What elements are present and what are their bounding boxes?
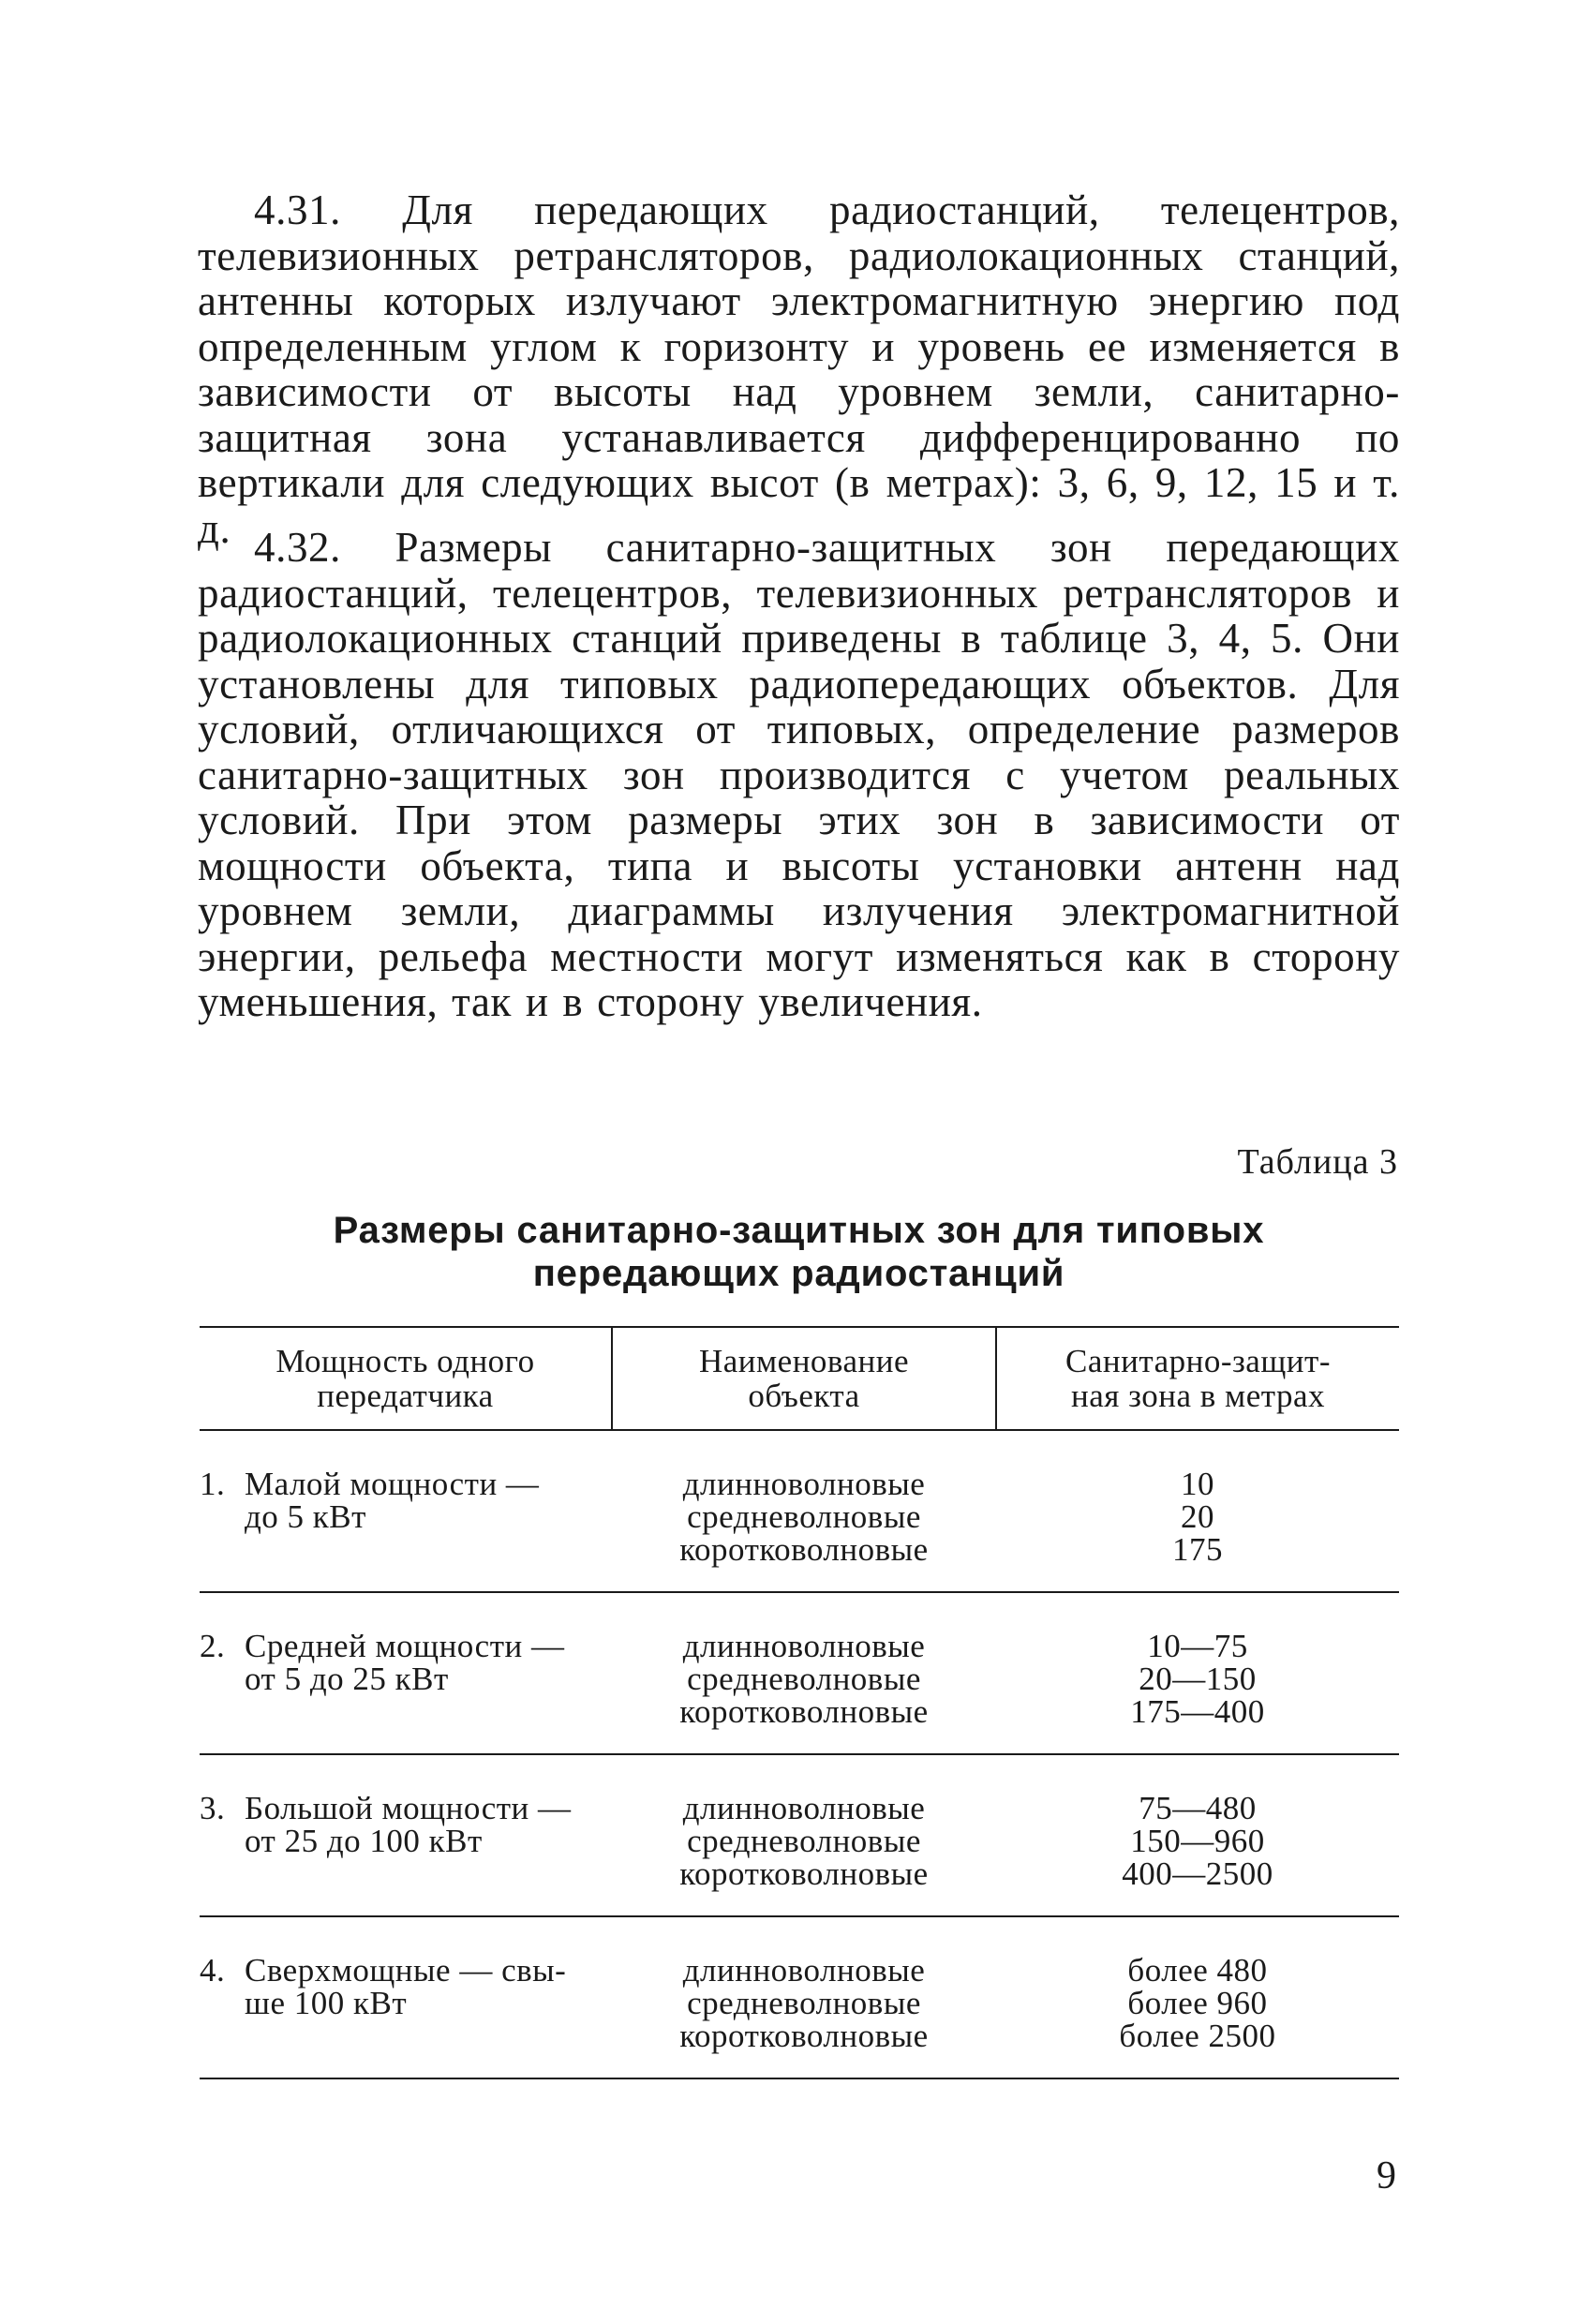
header-zone (996, 1327, 1399, 1430)
header-power-line-1: Мощность одного (275, 1343, 535, 1379)
power-cell (200, 1592, 612, 1754)
power-line-2: от 25 до 100 кВт (245, 1823, 483, 1859)
header-zone-line-2: ная зона в метрах (1071, 1378, 1325, 1414)
row-number: 4. (200, 1952, 226, 1989)
row-number: 1. (200, 1466, 226, 1502)
row-number: 2. (200, 1628, 226, 1664)
object-long-wave: длинноволновые (682, 1466, 926, 1502)
row-number: 3. (200, 1790, 226, 1826)
table-row (200, 1754, 1399, 1916)
object-long-wave: длинноволновые (682, 1790, 926, 1826)
object-cell (612, 1916, 996, 2078)
header-power (200, 1327, 612, 1430)
table-row (200, 1916, 1399, 2078)
header-object (612, 1327, 996, 1430)
table-header-row (200, 1327, 1399, 1430)
zone-short-wave: более 2500 (1119, 2018, 1276, 2054)
sanitary-zone-table (200, 1326, 1399, 2079)
power-line-1: Большой мощности — (245, 1790, 572, 1826)
power-cell (200, 1916, 612, 2078)
zone-long-wave: 75—480 (1139, 1790, 1257, 1826)
power-line-1: Малой мощности — (245, 1466, 540, 1502)
paragraph-4-31: 4.31. Для передающих радиостанций, телецентров, телевизионных ретрансляторов, радиолокационных станций, антенны которых излучают электромагнитную энергию под определенным углом к горизонту и уровень ее изменяется в зависимости от высоты над уровнем земли, санитарно-защитная зона устанавливается дифференцированно по вертикали для следующих высот (в метрах): 3, 6, 9, 12, 15 и т. д. (198, 186, 1400, 552)
zone-long-wave: 10—75 (1147, 1628, 1248, 1664)
object-medium-wave: средневолновые (687, 1661, 921, 1697)
header-zone-line-1: Санитарно-защит- (1065, 1343, 1331, 1379)
object-long-wave: длинноволновые (682, 1952, 926, 1989)
zone-cell (996, 1754, 1399, 1916)
zone-cell (996, 1916, 1399, 2078)
object-cell (612, 1592, 996, 1754)
power-line-2: ше 100 кВт (245, 1985, 408, 2021)
power-line-2: до 5 кВт (245, 1498, 366, 1535)
zone-cell (996, 1430, 1399, 1592)
power-line-1: Сверхмощные — свы- (245, 1952, 567, 1989)
header-object-line-2: объекта (748, 1378, 860, 1414)
object-short-wave: коротковолновые (679, 1855, 929, 1892)
table-label: Таблица 3 (1237, 1142, 1398, 1182)
power-line-1: Средней мощности — (245, 1628, 565, 1664)
zone-short-wave: 175 (1172, 1531, 1223, 1568)
table-row (200, 1430, 1399, 1592)
zone-cell (996, 1592, 1399, 1754)
zone-short-wave: 400—2500 (1122, 1855, 1273, 1892)
power-cell (200, 1754, 612, 1916)
table-title (198, 1209, 1400, 1295)
object-medium-wave: средневолновые (687, 1985, 921, 2021)
zone-short-wave: 175—400 (1130, 1693, 1265, 1730)
zone-long-wave: 10 (1181, 1466, 1214, 1502)
object-short-wave: коротковолновые (679, 1693, 929, 1730)
table-row (200, 1592, 1399, 1754)
object-short-wave: коротковолновые (679, 2018, 929, 2054)
zone-medium-wave: 150—960 (1130, 1823, 1265, 1859)
power-cell (200, 1430, 612, 1592)
table-title-line-1: Размеры санитарно-защитных зон для типовых (333, 1210, 1265, 1251)
page-number: 9 (1377, 2154, 1396, 2197)
power-line-2: от 5 до 25 кВт (245, 1661, 449, 1697)
header-power-line-2: передатчика (317, 1378, 494, 1414)
object-cell (612, 1754, 996, 1916)
zone-long-wave: более 480 (1127, 1952, 1268, 1989)
object-medium-wave: средневолновые (687, 1823, 921, 1859)
header-object-line-1: Наименование (698, 1343, 910, 1379)
table-title-line-2: передающих радиостанций (532, 1253, 1065, 1294)
object-cell (612, 1430, 996, 1592)
object-medium-wave: средневолновые (687, 1498, 921, 1535)
object-long-wave: длинноволновые (682, 1628, 926, 1664)
zone-medium-wave: более 960 (1127, 1985, 1268, 2021)
object-short-wave: коротковолновые (679, 1531, 929, 1568)
paragraph-4-32: 4.32. Размеры санитарно-защитных зон передающих радиостанций, телецентров, телевизионных ретрансляторов и радиолокационных станций приведены в таблице 3, 4, 5. Они установлены для типовых радиопередающих объектов. Для условий, отличающихся от типовых, определение размеров санитарно-защитных зон производится с учетом реальных условий. При этом размеры этих зон в зависимости от мощности объекта, типа и высоты установки антенн над уровнем земли, диаграммы излучения электромагнитной энергии, рельефа местности могут изменяться как в сторону уменьшения, так и в сторону увеличения. (198, 524, 1400, 1025)
zone-medium-wave: 20 (1181, 1498, 1214, 1535)
zone-medium-wave: 20—150 (1139, 1661, 1257, 1697)
